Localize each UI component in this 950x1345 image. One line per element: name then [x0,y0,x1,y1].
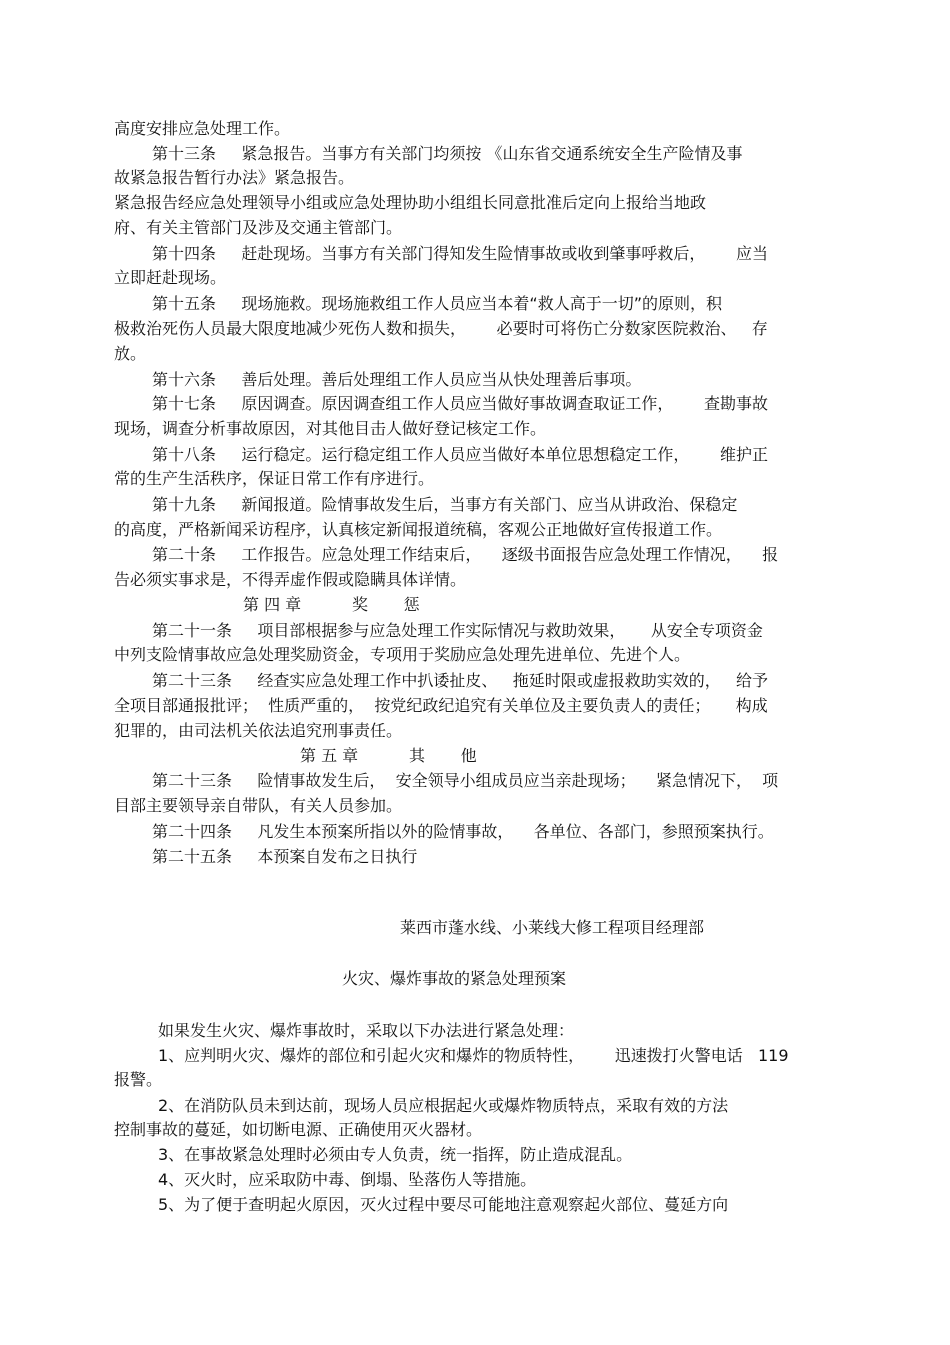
article-13: 第十三条 紧急报告。当事方有关部门均须按 《山东省交通系统安全生产险情及事 [152,144,743,163]
text-line: 全项目部通报批评； 性质严重的， 按党纪政纪追究有关单位及主要负责人的责任； 构成 [114,696,768,715]
text-line: 故紧急报告暂行办法》紧急报告。 [114,168,355,187]
text-line: 高度安排应急处理工作。 [114,119,291,138]
plan-intro: 如果发生火灾、爆炸事故时，采取以下办法进行紧急处理： [158,1021,575,1040]
chapter-4-heading: 第 四 章 奖 惩 [243,595,420,614]
text-line: 犯罪的，由司法机关依法追究刑事责任。 [114,721,403,740]
article-23b: 第二十三条 险情事故发生后， 安全领导小组成员应当亲赴现场； 紧急情况下， 项 [152,771,779,790]
article-21: 第二十一条 项目部根据参与应急处理工作实际情况与救助效果， 从安全专项资金 [152,621,763,640]
article-15: 第十五条 现场施救。现场施救组工作人员应当本着“救人高于一切”的原则，积 [152,294,723,313]
article-24: 第二十四条 凡发生本预案所指以外的险情事故， 各单位、各部门，参照预案执行。 [152,822,774,841]
article-14: 第十四条 赶赴现场。当事方有关部门得知发生险情事故或收到肇事呼救后， 应当 [152,244,768,263]
text-line: 中列支险情事故应急处理奖励资金，专项用于奖励应急处理先进单位、先进个人。 [114,645,691,664]
plan-title: 火灾、爆炸事故的紧急处理预案 [342,969,567,988]
article-25: 第二十五条 本预案自发布之日执行 [152,847,418,866]
step-4: 4、灭火时，应采取防中毒、倒塌、坠落伤人等措施。 [158,1170,537,1189]
text-line: 常的生产生活秩序，保证日常工作有序进行。 [114,469,435,488]
organization-name: 莱西市蓬水线、小莱线大修工程项目经理部 [400,918,705,937]
step-1: 1、应判明火灾、爆炸的部位和引起火灾和爆炸的物质特性， 迅速拨打火警电话 119 [158,1046,789,1065]
text-line: 控制事故的蔓延，如切断电源、正确使用灭火器材。 [114,1120,483,1139]
text-line: 立即赶赴现场。 [114,268,227,287]
article-20: 第二十条 工作报告。应急处理工作结束后， 逐级书面报告应急处理工作情况， 报 [152,545,779,564]
text-line: 现场，调查分析事故原因，对其他目击人做好登记核定工作。 [114,419,547,438]
article-23a: 第二十三条 经查实应急处理工作中扒诿扯皮、 拖延时限或虚报救助实效的， 给予 [152,671,768,690]
text-line: 的高度，严格新闻采访程序，认真核定新闻报道统稿，客观公正地做好宣传报道工作。 [114,520,723,539]
text-line: 紧急报告经应急处理领导小组或应急处理协助小组组长同意批准后定向上报给当地政 [114,193,707,212]
step-5: 5、为了便于查明起火原因，灭火过程中要尽可能地注意观察起火部位、蔓延方向 [158,1195,729,1214]
chapter-5-heading: 第 五 章 其 他 [300,746,477,765]
article-18: 第十八条 运行稳定。运行稳定组工作人员应当做好本单位思想稳定工作， 维护正 [152,445,768,464]
text-line: 告必须实事求是，不得弄虚作假或隐瞒具体详情。 [114,570,467,589]
article-17: 第十七条 原因调查。原因调查组工作人员应当做好事故调查取证工作， 查勘事故 [152,394,768,413]
text-line: 极救治死伤人员最大限度地减少死伤人数和损失， 必要时可将伤亡分数家医院救治、 存 [114,319,768,338]
step-2: 2、在消防队员未到达前，现场人员应根据起火或爆炸物质特点，采取有效的方法 [158,1096,729,1115]
text-line: 目部主要领导亲自带队，有关人员参加。 [114,796,403,815]
text-line: 府、有关主管部门及涉及交通主管部门。 [114,218,403,237]
text-line: 放。 [114,344,147,363]
article-16: 第十六条 善后处理。善后处理组工作人员应当从快处理善后事项。 [152,370,642,389]
step-3: 3、在事故紧急处理时必须由专人负责，统一指挥，防止造成混乱。 [158,1145,633,1164]
text-line: 报警。 [114,1070,163,1089]
article-19: 第十九条 新闻报道。险情事故发生后，当事方有关部门、应当从讲政治、保稳定 [152,495,738,514]
